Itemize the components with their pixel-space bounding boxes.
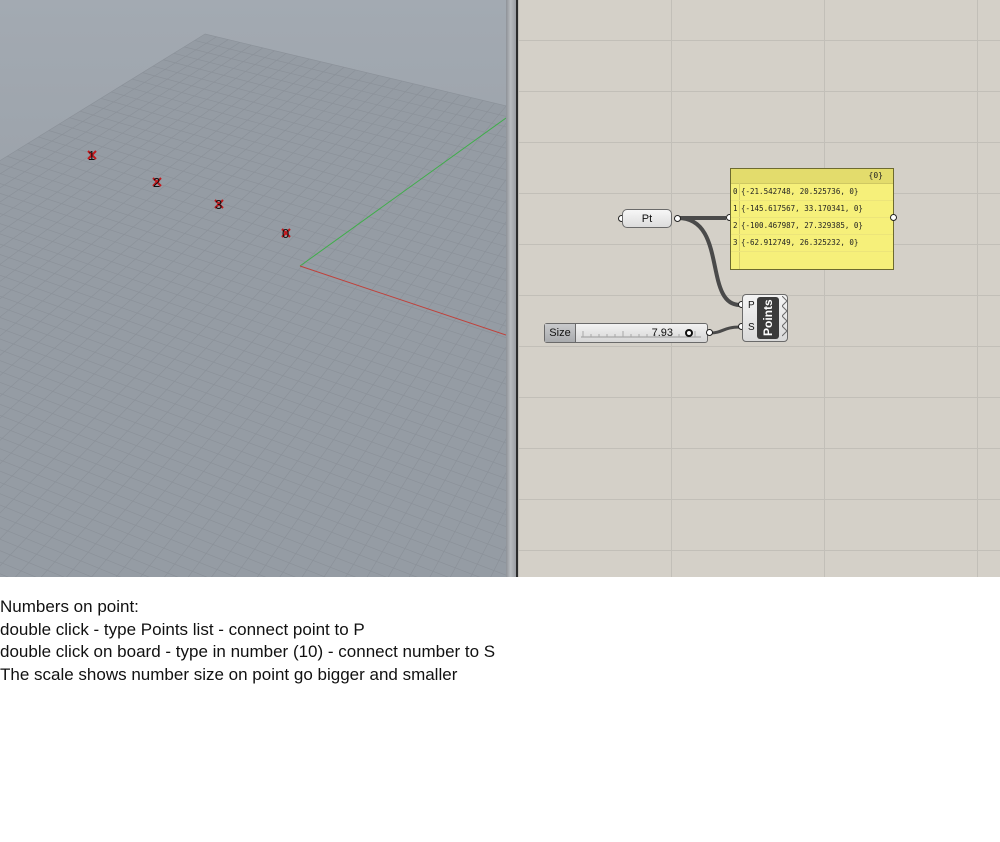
slider-knob[interactable] <box>685 329 693 337</box>
grasshopper-canvas[interactable] <box>518 0 1000 577</box>
panel-row <box>731 218 893 235</box>
instructions-caption <box>0 596 1000 686</box>
slider-value: 7.93 <box>651 327 673 339</box>
number-slider[interactable] <box>544 323 708 343</box>
pt-parameter-label: Pt <box>641 213 653 225</box>
panel-row-index: 1 <box>733 204 738 213</box>
window-splitter[interactable] <box>506 0 518 577</box>
slider-label: Size <box>545 324 576 342</box>
viewport-scene <box>0 0 506 577</box>
slider-track[interactable] <box>581 327 701 338</box>
wire-layer <box>518 0 1000 577</box>
point-index-label: 3 <box>215 197 223 212</box>
panel-header: {0} <box>731 169 893 184</box>
caption-line: The scale shows number size on point go bigger and smaller <box>0 664 458 684</box>
panel-row <box>731 235 893 252</box>
point-index-label: 2 <box>153 175 161 190</box>
panel-row-value: {-21.542748, 20.525736, 0} <box>741 187 859 196</box>
rhino-viewport[interactable] <box>0 0 506 577</box>
points-component-title: Points <box>757 297 779 339</box>
panel-row-index: 3 <box>733 238 738 247</box>
panel-row <box>731 184 893 201</box>
pt-parameter[interactable] <box>622 209 672 228</box>
panel-output-grip[interactable] <box>890 214 897 221</box>
panel-row-index: 0 <box>733 187 738 196</box>
panel-row <box>731 201 893 218</box>
panel-row-value: {-62.912749, 26.325232, 0} <box>741 238 859 247</box>
point-index-label: 1 <box>88 148 96 163</box>
points-component[interactable] <box>742 294 788 342</box>
caption-line: double click - type Points list - connect point to P <box>0 619 365 639</box>
slider-output-grip[interactable] <box>706 329 713 336</box>
panel-row-value: {-100.467987, 27.329385, 0} <box>741 221 863 230</box>
points-input-p[interactable]: P <box>748 300 755 311</box>
wire-slider-to-points-s <box>710 327 740 333</box>
panel[interactable] <box>730 168 894 270</box>
pt-output-grip[interactable] <box>674 215 681 222</box>
point-index-label: 0 <box>282 226 290 241</box>
points-input-s[interactable]: S <box>748 322 755 333</box>
panel-row-value: {-145.617567, 33.170341, 0} <box>741 204 863 213</box>
caption-line: Numbers on point: <box>0 597 139 616</box>
panel-row-index: 2 <box>733 221 738 230</box>
caption-line: double click on board - type in number (10) - connect number to S <box>0 642 496 661</box>
points-output-edge <box>782 296 788 340</box>
